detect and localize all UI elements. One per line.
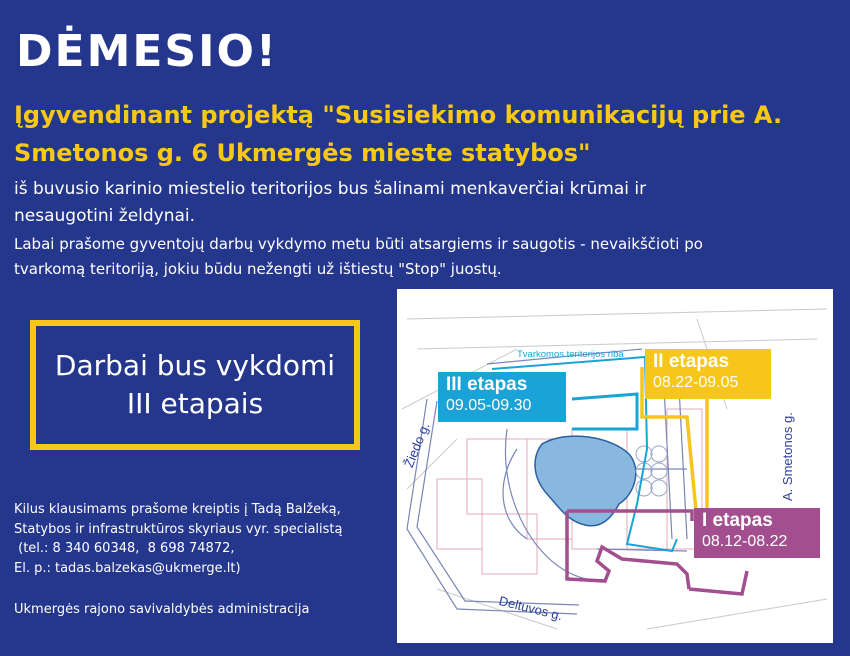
contact-line: Kilus klausimams prašome kreiptis į Tadą Balžeką, bbox=[14, 502, 341, 517]
safety-request bbox=[14, 232, 839, 282]
boundary-label: Tvarkomos teritorijos riba bbox=[517, 349, 624, 360]
request-line: tvarkomą teritoriją, jokiu būdu nežengti už ištiestų "Stop" juostų. bbox=[14, 260, 502, 278]
site-map-drawing bbox=[397, 289, 833, 643]
contact-line: Statybos ir infrastruktūros skyriaus vyr. specialistą bbox=[14, 521, 343, 537]
intro-line: iš buvusio karinio miestelio teritorijos bus šalinami menkaverčiai krūmai ir bbox=[14, 179, 647, 199]
organization-name: Ukmergės rajono savivaldybės administracija bbox=[14, 602, 310, 617]
stage-3-title: III etapas bbox=[446, 374, 528, 395]
contact-phone: (tel.: 8 340 60348, 8 698 74872, bbox=[14, 541, 235, 556]
site-map bbox=[397, 289, 833, 643]
contact-info bbox=[14, 500, 394, 578]
street-label-smetonos: A. Smetonos g. bbox=[780, 412, 795, 501]
street-label-ziedo: Žiedo g. bbox=[401, 420, 433, 470]
intro-text bbox=[14, 176, 834, 230]
stage-3-label bbox=[438, 372, 566, 422]
stage-2-label bbox=[645, 349, 771, 399]
request-line: Labai prašome gyventojų darbų vykdymo metu būti atsargiems ir saugotis - nevaikščioti po bbox=[14, 235, 703, 253]
contact-email: El. p.: tadas.balzekas@ukmerge.lt) bbox=[14, 560, 241, 576]
stages-info-text: Darbai bus vykdomi III etapais bbox=[54, 349, 336, 420]
project-headline bbox=[14, 96, 844, 172]
stage-1-dates: 08.12-08.22 bbox=[702, 533, 788, 550]
stages-info-box bbox=[30, 320, 360, 450]
headline-line: Smetonos g. 6 Ukmergės mieste statybos" bbox=[14, 139, 591, 167]
headline-line: Įgyvendinant projektą "Susisiekimo komunikacijų prie A. bbox=[14, 101, 783, 129]
stage-1-title: I etapas bbox=[702, 510, 773, 531]
stage-2-dates: 08.22-09.05 bbox=[653, 374, 739, 391]
stage-3-dates: 09.05-09.30 bbox=[446, 397, 532, 414]
street-label-deltuvos: Deltuvos g. bbox=[497, 593, 565, 624]
notice-title: DĖMESIO! bbox=[16, 26, 278, 77]
stage-1-zone-edge bbox=[689, 571, 747, 594]
stage-1-label bbox=[694, 508, 820, 558]
stage-3-zone bbox=[572, 394, 637, 429]
stage-2-title: II etapas bbox=[653, 351, 730, 372]
intro-line: nesaugotini želdynai. bbox=[14, 206, 196, 226]
